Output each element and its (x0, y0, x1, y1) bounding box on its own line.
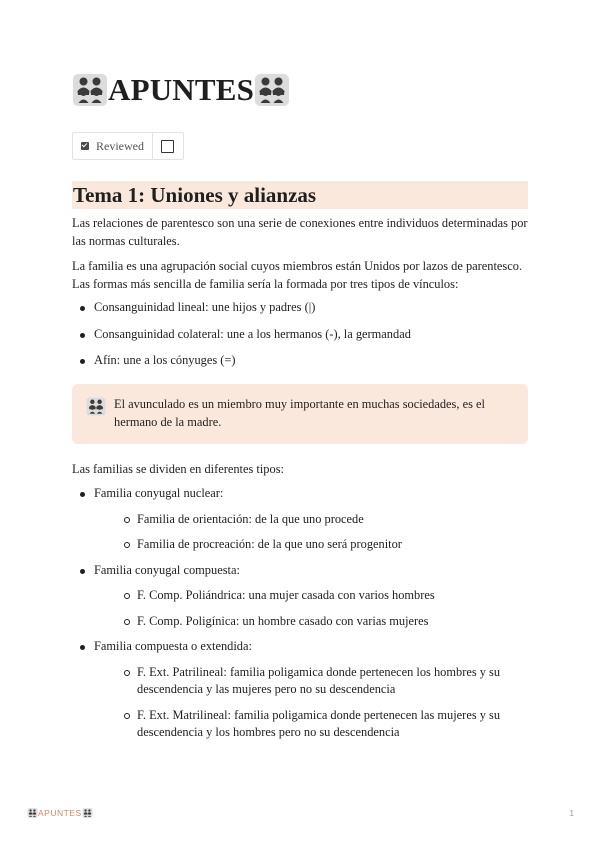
sub-list (94, 587, 528, 630)
list-item (72, 562, 528, 631)
page-title (72, 70, 290, 110)
family-icon (254, 73, 290, 107)
family-icon (27, 808, 38, 818)
list-item: Afín: une a los cónyuges (=) (72, 352, 528, 370)
footer-brand (27, 808, 93, 818)
sub-list-item: Familia de orientación: de la que uno procede (94, 511, 528, 529)
sub-list (94, 664, 528, 742)
family-icon (72, 73, 108, 107)
family-icon (86, 397, 106, 416)
sub-list (94, 511, 528, 554)
family-icon (82, 808, 93, 818)
page-number: 1 (569, 809, 574, 818)
page-title-text: APUNTES (108, 72, 255, 107)
paragraph: Las familias se dividen en diferentes tipos: (72, 462, 284, 476)
reviewed-tag-label: Reviewed (96, 138, 144, 153)
sub-list-item: Familia de procreación: de la que uno será progenitor (94, 536, 528, 554)
list-item-label: Familia conyugal compuesta: (94, 562, 240, 577)
reviewed-checkbox[interactable] (161, 140, 174, 153)
callout-text: El avunculado es un miembro muy importante en muchas sociedades, es el hermano de la madre. (114, 397, 485, 429)
list-item-label: Familia compuesta o extendida: (94, 639, 252, 653)
checkbox-icon (81, 142, 89, 150)
reviewed-checkbox-cell (153, 133, 183, 159)
callout-box (72, 384, 528, 444)
paragraph: La familia es una agrupación social cuyos miembros están Unidos por lazos de parentesco. Las formas más sencilla de familia sería la formada por tres tipos de vínculos: (72, 259, 523, 291)
sub-list-item: F. Ext. Patrilineal: familia poligamica donde pertenecen los hombres y su descendencia y las mujeres pero no su descendencia (94, 664, 528, 699)
sub-list-item: F. Comp. Poligínica: un hombre casado con varias mujeres (94, 613, 528, 631)
bond-list (72, 299, 528, 379)
list-item (72, 485, 528, 554)
family-types-list (72, 485, 528, 750)
paragraph: Las relaciones de parentesco son una serie de conexiones entre individuos determinadas por las normas culturales. (72, 216, 528, 248)
review-property (72, 132, 184, 160)
sub-list-item: F. Comp. Poliándrica: una mujer casada con varios hombres (94, 587, 528, 605)
list-item (72, 638, 528, 742)
section-heading: Tema 1: Uniones y alianzas (72, 181, 528, 209)
footer-label: APUNTES (38, 808, 82, 818)
list-item: Consanguinidad lineal: une hijos y padres (|) (72, 299, 528, 317)
sub-list-item: F. Ext. Matrilineal: familia poligamica donde pertenecen las mujeres y su descendencia y los hombres pero no su descendencia (94, 707, 528, 742)
list-item-label: Familia conyugal nuclear: (94, 486, 224, 500)
reviewed-tag (73, 133, 152, 159)
list-item: Consanguinidad colateral: une a los hermanos (-), la germandad (72, 326, 528, 344)
